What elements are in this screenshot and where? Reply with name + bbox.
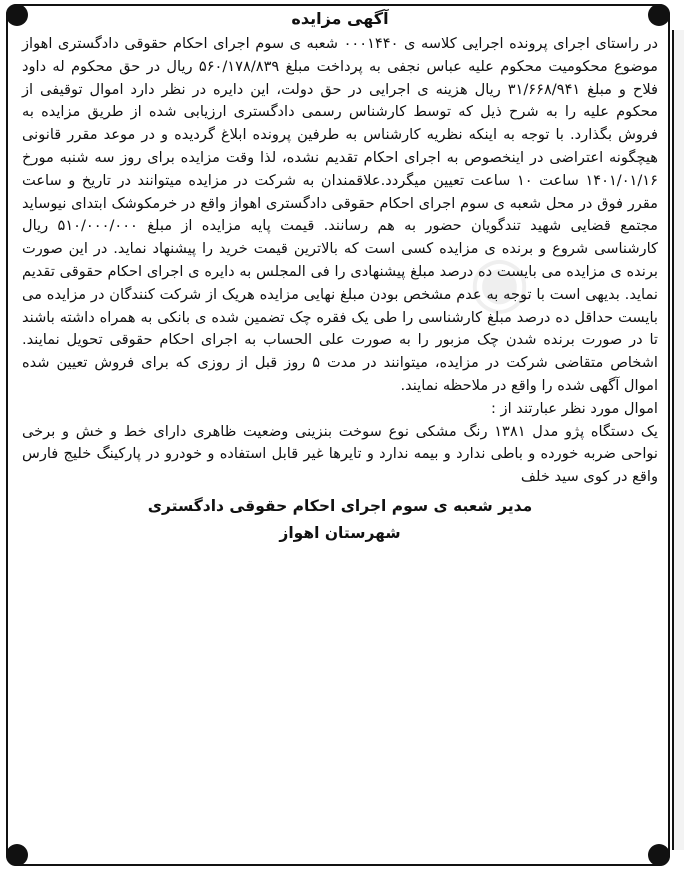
signature-line-1: مدیر شعبه ی سوم اجرای احکام حقوقی دادگستری: [147, 496, 533, 515]
notice-body-paragraph: در راستای اجرای پرونده اجرایی کلاسه ی ۰۰۰۱۴۴۰ شعبه ی سوم اجرای احکام حقوقی دادگستری اهواز موضوع محکومیت محکوم علیه عباس نجفی به پرداخت مبلغ ۵۶۰/۱۷۸/۸۳۹ ریال در حق محکوم له داود فلاح و مبلغ ۳۱/۶۶۸/۹۴۱ ریال هزینه ی اجرایی در حق دولت، این دایره در نظر دارد اموال توقیفی از محکوم علیه را به شرح ذیل که توسط کارشناس رسمی دادگستری ارزیابی شده از طریق مزایده به فروش بگذارد. با توجه به اینکه نظریه کارشناس به طرفین پرونده ابلاغ گردیده و در موعد مقرر قانونی هیچگونه اعتراضی در اینخصوص به اجرای احکام تقدیم نشده، لذا وقت مزایده برای روز سه شنبه مورخ ۱۴۰۱/۰۱/۱۶ ساعت ۱۰ ساعت تعیین میگردد.علاقمندان به شرکت در مزایده میتوانند در تاریخ و ساعت مقرر فوق در محل شعبه ی سوم اجرای احکام حقوقی دادگستری اهواز واقع در خرمکوشک ابتدای نیوساید مجتمع قضایی شهید تندگویان حضور به هم رسانند. قیمت پایه مزایده از مبلغ ۵۱۰/۰۰۰/۰۰۰ ریال کارشناسی شروع و برنده ی مزایده کسی است که بالاترین قیمت خرید را پیشنهاد نماید. در این صورت برنده ی مزایده می بایست ده درصد مبلغ پیشنهادی را فی المجلس به دایره ی اجرای احکام حقوقی تقدیم نماید. بدیهی است با توجه به عدم مشخص بودن مبلغ نهایی مزایده هریک از شرکت کنندگان در مزایده می بایست حداقل ده درصد مبلغ کارشناسی را طی یک فقره چک تضمین شده ی بانکی به همراه داشته باشند تا در صورت برنده شدن چک مزبور را به صورت علی الحساب به اجرای احکام حقوقی تحویل نمایند. اشخاص متقاضی شرکت در مزایده، میتوانند در مدت ۵ روز قبل از روزی که برای فروش تعیین شده اموال آگهی شده را واقع در ملاحظه نمایند.: [22, 35, 659, 394]
watermark-logo: ◉: [468, 240, 530, 322]
signature-line-2: شهرستان اهواز: [279, 523, 401, 542]
notice-title: آگهی مزایده: [291, 9, 389, 28]
adjacent-column-edge: [672, 30, 684, 850]
notice-content: [22, 6, 658, 863]
assets-intro: اموال مورد نظر عبارتند از :: [490, 399, 658, 417]
asset-description: یک دستگاه پژو مدل ۱۳۸۱ رنگ مشکی نوع سوخت بنزینی وضعیت ظاهری دارای خط و خش و برخی نواحی ضربه خورده و باطی ندارد و بیمه ندارد و تایرها غیر قابل استفاده و خودرو در پارکینگ خلیج فارس واقع در کوی سید خلف: [22, 422, 658, 486]
